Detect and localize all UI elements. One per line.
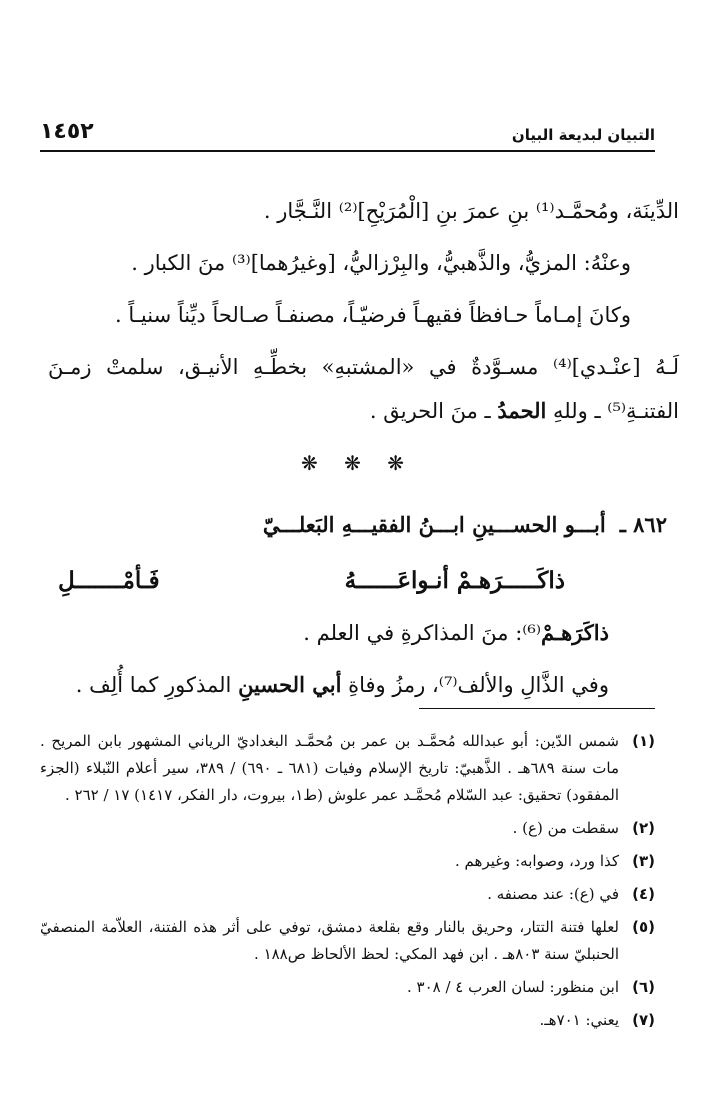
paragraph-5-bold: الحمدُ: [497, 398, 547, 423]
footnote: [40, 815, 655, 842]
paragraph-7-bold: أبي الحسينِ: [238, 672, 342, 697]
footnote-mark: (٧): [632, 1011, 655, 1029]
verse-left-hemistich: فَـأمْـــــــلِ: [58, 567, 160, 594]
paragraph-7-prefix: وفي الذَّالِ والألف⁽⁷⁾، رمزُ وفاةِ: [348, 673, 609, 697]
footnote-mark: (٦): [632, 978, 655, 996]
footnote: [40, 728, 655, 809]
footnotes: [40, 728, 655, 1040]
entry-number: ٨٦٢ ـ: [619, 512, 667, 537]
footnote-text: كذا ورد، وصوابه: وغيرهم .: [455, 852, 619, 870]
footnote-text: في (ع): عند مصنفه .: [487, 885, 619, 903]
verse-right-hemistich: ذاكَـــــرَهـمْ أنـواعَــــــهُ: [344, 567, 565, 594]
paragraph-4: لَـهُ [عنْـدي]⁽⁴⁾ مسـوَّدةٌ في «المشتبهِ» بخطِّـهِ الأنيـق، سلمتْ زمـنَ: [48, 355, 679, 379]
verse-line: [58, 566, 631, 596]
page-header: [40, 112, 655, 152]
page-number: ١٤٥٢: [40, 119, 94, 144]
paragraph-6-rest: ⁽⁶⁾: منَ المذاكرةِ في العلم .: [303, 621, 542, 645]
footnote-mark: (٣): [632, 852, 655, 870]
footnote-mark: (٥): [632, 918, 655, 936]
footnote: [40, 848, 655, 875]
main-text: [48, 196, 679, 700]
entry-heading: [48, 510, 667, 540]
paragraph-2: وعنْهُ: المزيُّ، والذَّهبيُّ، والبِرْزاليُّ، [وغيرُهما]⁽³⁾ منَ الكبار .: [131, 251, 631, 275]
footnote-mark: (١): [632, 732, 655, 750]
paragraph-5-prefix: الفتنـةِ⁽⁵⁾ ـ وللهِ: [553, 399, 679, 423]
paragraph-6-bold: ذاكَرَهـمْ: [541, 620, 609, 645]
paragraph-1: الدِّينَة، ومُحمَّـد⁽¹⁾ بنِ عمرَ بنِ [الْمُرَيْحِ]⁽²⁾ النَّـجَّار .: [263, 199, 679, 223]
footnote-mark: (٤): [632, 885, 655, 903]
footnote: [40, 914, 655, 968]
paragraph-5-suffix: ـ منَ الحريق .: [369, 399, 491, 423]
paragraph-5: [48, 396, 679, 426]
footnote-text: لعلها فتنة التتار، وحريق بالنار وقع بقلعة دمشق، توفي على أثر هذه الفتنة، العلاّمة المنصفيّ الحنبليّ سنة ٨٠٣هـ . ابن فهد المكي: لحظ الألحاظ ص١٨٨ .: [40, 918, 619, 963]
footnote-text: يعني: ٧٠١هـ.: [539, 1011, 619, 1029]
footnote-text: سقطت من (ع) .: [512, 819, 619, 837]
footnote: [40, 881, 655, 908]
footnote-text: شمس الدّين: أبو عبدالله مُحمَّـد بن عمر بن مُحمَّـد البغداديّ الرياني المشهور بابن المريح . مات سنة ٦٨٩هـ . الذَّهبيّ: تاريخ الإسلام وفيات (٦٨١ ـ ٦٩٠) / ٣٨٩، سير أعلام النّبلاء (الجزء المفقود) تحقيق: عبد السّلام مُحمَّـد عمر علوش (ط١، بيروت، دار الفكر، ١٤١٧) ١٧ / ٢٦٢ .: [40, 732, 619, 804]
paragraph-3: وكانَ إمـاماً حـافظاً فقيهـاً فرضيّـاً، مصنفـاً صـالحاً ديِّناً سنيـاً .: [115, 303, 631, 327]
footnote: [40, 1007, 655, 1034]
section-divider: ❋ ❋ ❋: [301, 451, 414, 475]
entry-title: أبـــو الحســـينِ ابـــنُ الفقيـــهِ البَعلـــيّ: [262, 512, 606, 537]
paragraph-7-suffix: المذكورِ كما أُلِف .: [75, 673, 232, 697]
footnote-mark: (٢): [632, 819, 655, 837]
running-title: التبيان لبديعة البيان: [511, 126, 655, 144]
footnote-text: ابن منظور: لسان العرب ٤ / ٣٠٨ .: [406, 978, 619, 996]
footnote: [40, 974, 655, 1001]
paragraph-7: [48, 670, 631, 700]
paragraph-6: [48, 618, 631, 648]
footnote-separator: [419, 708, 655, 709]
